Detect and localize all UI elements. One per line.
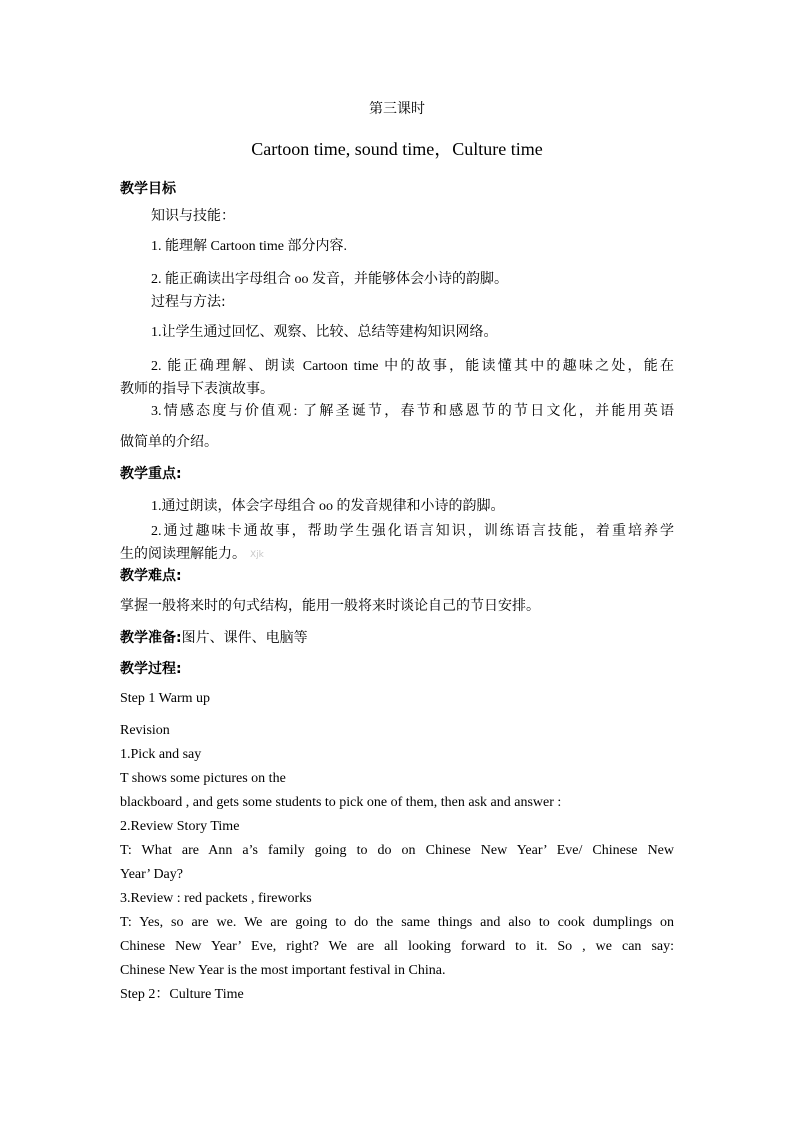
key-point-2-line-1: 2.通过趣味卡通故事，帮助学生强化语言知识，训练语言技能，着重培养学: [151, 524, 674, 539]
process-item-2-line-1: 2. 能正确理解、朗读 Cartoon time 中的故事，能读懂其中的趣味之处，能在: [151, 359, 674, 374]
teacher-answer-line-2: Chinese New Year’ Eve, right? We are all looking forward to it. So , we can say:: [120, 939, 674, 954]
preparation-line: [120, 628, 308, 649]
teacher-question-line-1: T: What are Ann a’s family going to do on Chinese New Year’ Eve/ Chinese New: [120, 843, 674, 858]
difficulties-heading: 教学难点:: [120, 568, 182, 584]
shows-pictures-line-2: blackboard , and gets some students to pick one of them, then ask and answer :: [120, 795, 562, 810]
shows-pictures-line-1: T shows some pictures on the: [120, 771, 286, 786]
lesson-title: 第三课时: [369, 101, 425, 117]
step-2-heading: Step 2：Culture Time: [120, 987, 244, 1002]
key-point-2-text: 生的阅读理解能力。: [120, 547, 246, 563]
knowledge-item-2: 2. 能正确读出字母组合 oo 发音，并能够体会小诗的韵脚。: [151, 272, 508, 287]
key-point-2-line-2: [120, 545, 264, 565]
review-words: 3.Review : red packets , fireworks: [120, 891, 312, 906]
revision-label: Revision: [120, 723, 170, 738]
attitude-line-1: 3.情感态度与价值观: 了解圣诞节，春节和感恩节的节日文化，并能用英语: [151, 404, 674, 419]
key-point-1: 1.通过朗读，体会字母组合 oo 的发音规律和小诗的韵脚。: [151, 499, 505, 514]
step-1-heading: Step 1 Warm up: [120, 691, 210, 706]
preparation-heading: 教学准备:: [120, 630, 182, 646]
knowledge-heading: 知识与技能：: [151, 208, 235, 224]
watermark-text: Xjk: [250, 550, 264, 560]
difficulties-text: 掌握一般将来时的句式结构，能用一般将来时谈论自己的节日安排。: [120, 599, 540, 614]
procedure-heading: 教学过程:: [120, 661, 182, 677]
lesson-subtitle: Cartoon time, sound time，Culture time: [251, 139, 543, 159]
teacher-answer-line-3: Chinese New Year is the most important festival in China.: [120, 963, 446, 978]
preparation-text: 图片、课件、电脑等: [181, 631, 308, 646]
process-heading: 过程与方法:: [151, 294, 226, 310]
knowledge-item-1: 1. 能理解 Cartoon time 部分内容.: [151, 239, 347, 254]
pick-and-say: 1.Pick and say: [120, 747, 202, 762]
process-item-2-line-2: 教师的指导下表演故事。: [120, 382, 274, 397]
teacher-question-line-2: Year’ Day?: [120, 867, 183, 882]
attitude-line-2: 做简单的介绍。: [120, 435, 218, 450]
teacher-answer-line-1: T: Yes, so are we. We are going to do the same things and also to cook dumplings on: [120, 915, 674, 930]
key-points-heading: 教学重点:: [120, 466, 182, 482]
process-item-1: 1.让学生通过回忆、观察、比较、总结等建构知识网络。: [151, 325, 498, 340]
review-story-time: 2.Review Story Time: [120, 819, 240, 834]
objectives-heading: 教学目标: [120, 181, 176, 197]
